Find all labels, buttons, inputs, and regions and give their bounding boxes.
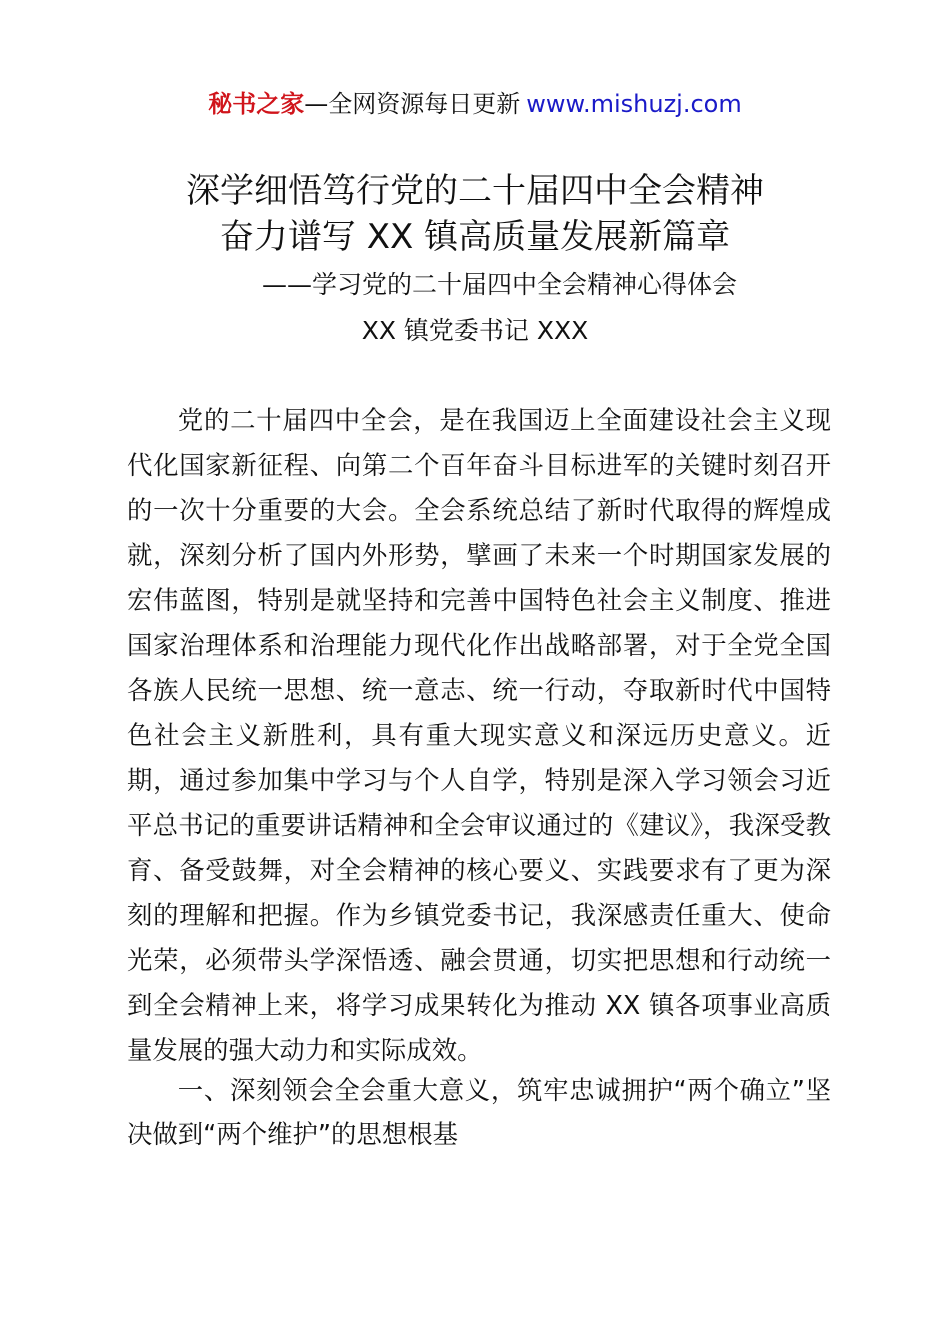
document-title xyxy=(0,168,950,260)
header-slogan: —全网资源每日更新 xyxy=(304,90,521,118)
site-header xyxy=(0,86,950,122)
document-subtitle: ——学习党的二十届四中全会精神心得体会 xyxy=(262,270,738,299)
site-url-link[interactable]: www.mishuzj.com xyxy=(526,90,742,118)
body-paragraph-1: 党的二十届四中全会，是在我国迈上全面建设社会主义现代化国家新征程、向第二个百年奋斗目标进军的关键时刻召开的一次十分重要的大会。全会系统总结了新时代取得的辉煌成就，深刻分析了国内外形势，擘画了未来一个时期国家发展的宏伟蓝图，特别是就坚持和完善中国特色社会主义制度、推进国家治理体系和治理能力现代化作出战略部署，对于全党全国各族人民统一思想、统一意志、统一行动，夺取新时代中国特色社会主义新胜利，具有重大现实意义和深远历史意义。近期，通过参加集中学习与个人自学，特别是深入学习领会习近平总书记的重要讲话精神和全会审议通过的《建议》，我深受教育、备受鼓舞，对全会精神的核心要义、实践要求有了更为深刻的理解和把握。作为乡镇党委书记，我深感责任重大、使命光荣，必须带头学深悟透、融会贯通，切实把思想和行动统一到全会精神上来，将学习成果转化为推动 XX 镇各项事业高质量发展的强大动力和实际成效。 xyxy=(127,405,831,1065)
document-author: XX 镇党委书记 XXX xyxy=(361,316,589,345)
title-line-2: 奋力谱写 XX 镇高质量发展新篇章 xyxy=(219,217,731,257)
brand-name: 秘书之家 xyxy=(208,90,305,118)
section-heading-1: 一、深刻领会全会重大意义，筑牢忠诚拥护“两个确立”坚决做到“两个维护”的思想根基 xyxy=(127,1075,831,1149)
title-line-1: 深学细悟笃行党的二十届四中全会精神 xyxy=(186,171,764,211)
